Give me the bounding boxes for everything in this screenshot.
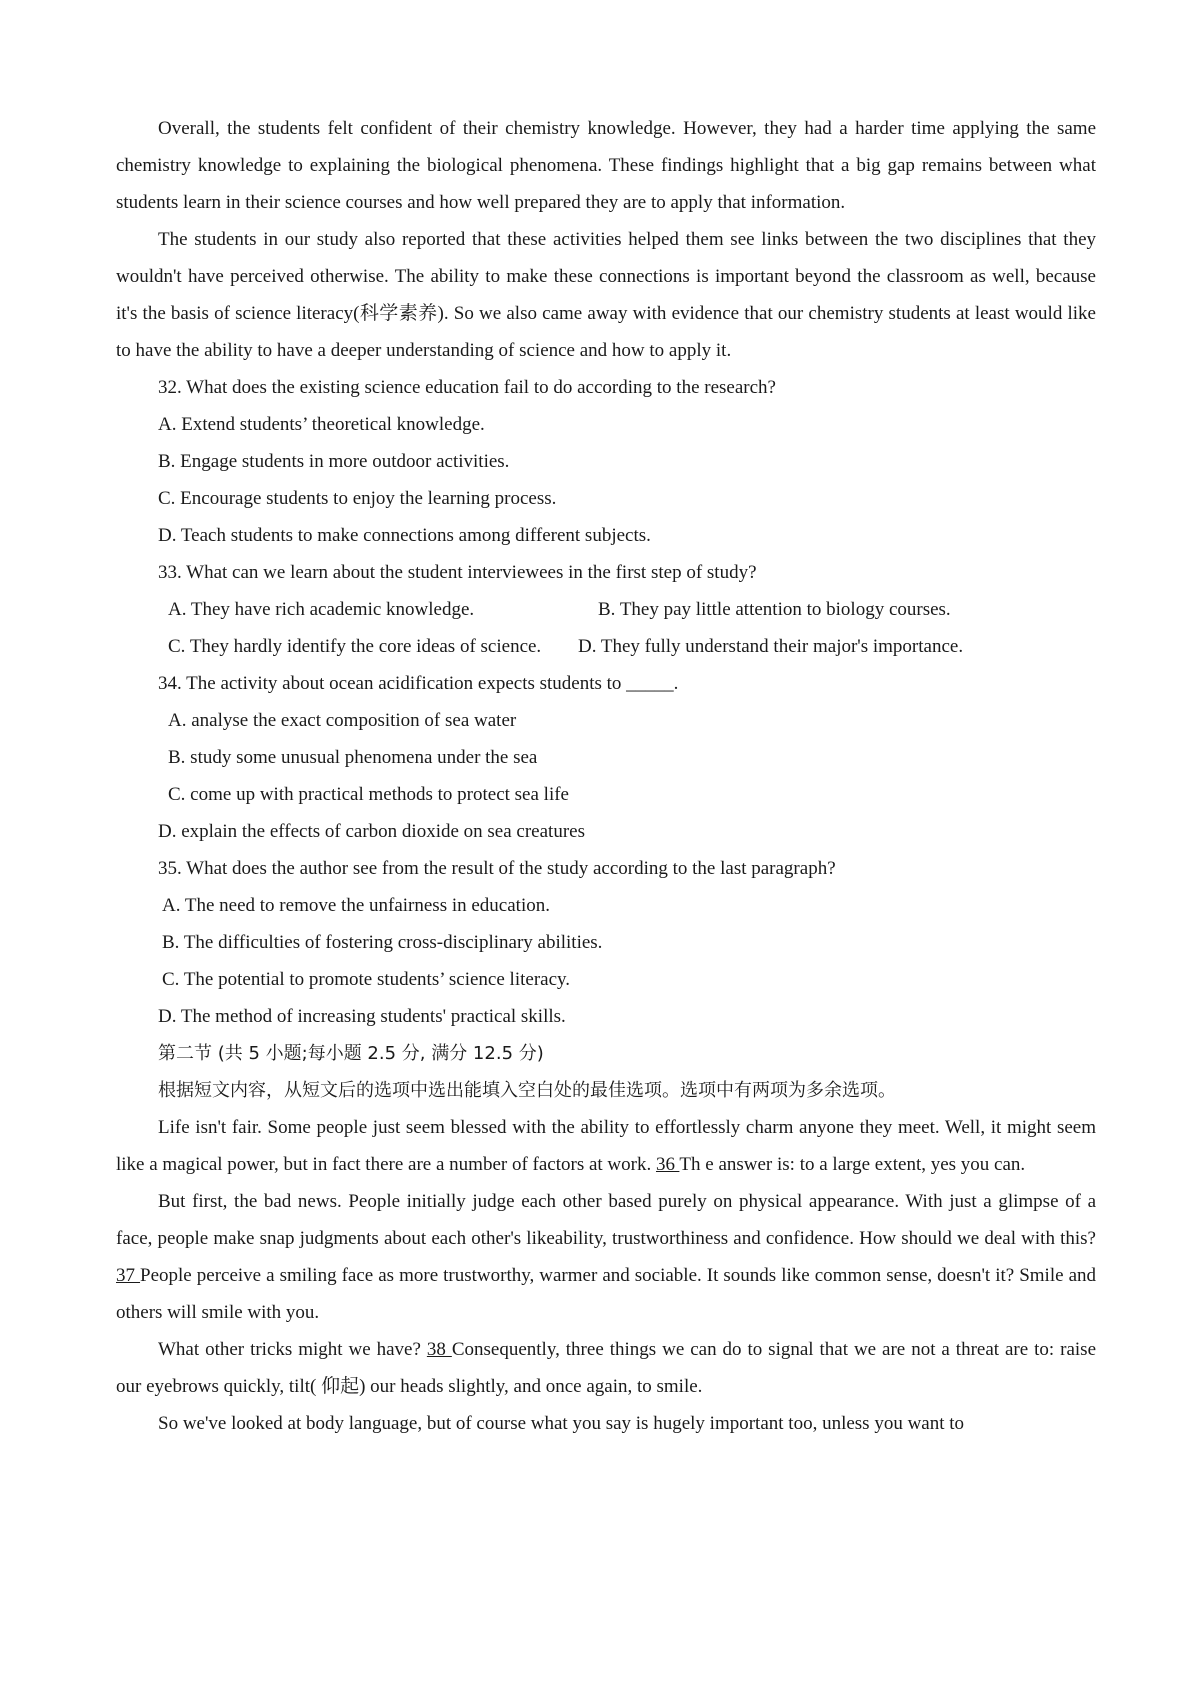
passage-paragraph [116,1331,1096,1405]
question-34-option-d: D. explain the effects of carbon dioxide on sea creatures [158,821,585,842]
paragraph-text: Life isn't fair. Some people just seem blessed with the ability to effortlessly charm anyone they meet. Well, it might seem like a magical power, but in fact there are a number of factors at work. [116,1117,1096,1175]
question-34-option-b: B. study some unusual phenomena under the sea [168,747,538,768]
passage-paragraph [116,1109,1096,1183]
blank-36: 36 [655,1154,680,1175]
question-35-option-d: D. The method of increasing students' practical skills. [158,1006,566,1027]
paragraph-text: People perceive a smiling face as more trustworthy, warmer and sociable. It sounds like common sense, doesn't it? Smile and others will smile with you. [116,1265,1097,1323]
question-32-option-a: A. Extend students’ theoretical knowledge. [158,414,485,435]
exam-page [116,110,1096,1442]
question-32-option-d: D. Teach students to make connections among different subjects. [158,525,651,546]
paragraph-text: Consequently, three things we can do to signal that we are not a threat are to: raise our eyebrows quickly, tilt( 仰起) our heads slightly, and once again, to smile. [116,1339,1097,1397]
section-instruction: 根据短文内容，从短文后的选项中选出能填入空白处的最佳选项。选项中有两项为多余选项。 [158,1080,896,1101]
question-34-option-c: C. come up with practical methods to protect sea life [168,784,569,805]
question-32-option-b: B. Engage students in more outdoor activities. [158,451,510,472]
question-34-stem: 34. The activity about ocean acidification expects students to _____. [158,673,679,694]
question-33-options-row-1 [116,591,1096,628]
passage-paragraph: So we've looked at body language, but of course what you say is hugely important too, unless you want to [158,1413,965,1434]
question-33-option-c: C. They hardly identify the core ideas of science. [168,636,542,657]
question-33-option-d: D. They fully understand their major's importance. [578,636,964,657]
question-35-stem: 35. What does the author see from the result of the study according to the last paragraph? [158,858,836,879]
passage-paragraph: The students in our study also reported that these activities helped them see links between the two disciplines that they wouldn't have perceived otherwise. The ability to make these connections is important beyond the classroom as well, because it's the basis of science literacy(科学素养). So we also came away with evidence that our chemistry students at least would like to have the ability to have a deeper understanding of science and how to apply it. [116,229,1096,361]
section-heading: 第二节 (共 5 小题;每小题 2.5 分, 满分 12.5 分) [158,1043,544,1064]
passage-paragraph [116,1183,1096,1331]
question-33-stem: 33. What can we learn about the student interviewees in the first step of study? [158,562,757,583]
question-33-options-row-2 [116,628,1096,665]
paragraph-text: What other tricks might we have? [158,1339,421,1360]
question-33-option-b: B. They pay little attention to biology courses. [598,599,951,620]
paragraph-text: Th e answer is: to a large extent, yes you can. [679,1154,1026,1175]
question-35-option-c: C. The potential to promote students’ science literacy. [162,969,571,990]
question-34-option-a: A. analyse the exact composition of sea water [168,710,517,731]
question-32-stem: 32. What does the existing science education fail to do according to the research? [158,377,776,398]
blank-37: 37 [116,1265,141,1286]
blank-38: 38 [426,1339,452,1360]
question-35-option-a: A. The need to remove the unfairness in education. [162,895,550,916]
question-32-option-c: C. Encourage students to enjoy the learning process. [158,488,557,509]
question-33-option-a: A. They have rich academic knowledge. [168,599,475,620]
paragraph-text: But first, the bad news. People initially judge each other based purely on physical appearance. With just a glimpse of a face, people make snap judgments about each other's likeability, trustworthiness and confidence. How should we deal with this? [116,1191,1096,1249]
passage-paragraph: Overall, the students felt confident of their chemistry knowledge. However, they had a harder time applying the same chemistry knowledge to explaining the biological phenomena. These findings highlight that a big gap remains between what students learn in their science courses and how well prepared they are to apply that information. [116,118,1096,213]
question-35-option-b: B. The difficulties of fostering cross-disciplinary abilities. [162,932,603,953]
